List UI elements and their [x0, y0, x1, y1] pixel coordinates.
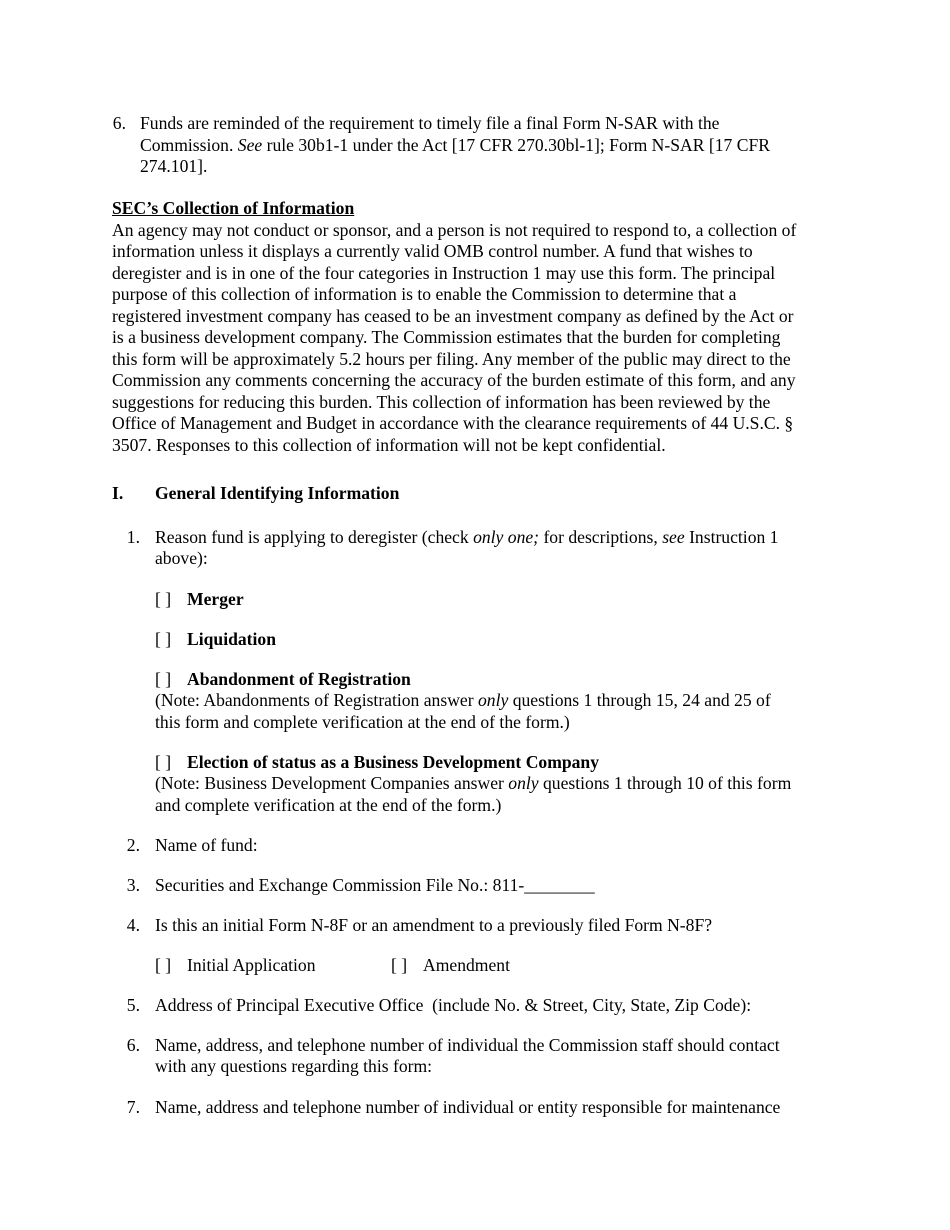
instruction-number: 6.	[112, 113, 126, 133]
question-5-text: Address of Principal Executive Office (include No. & Street, City, State, Zip Code):	[155, 995, 752, 1015]
collection-line: deregister and is in one of the four categories in Instruction 1 may use this form. The principal	[112, 263, 776, 283]
question-1-text-cont: above):	[155, 548, 208, 568]
bdc-note: (Note: Business Development Companies answer only questions 1 through 10 of this form	[155, 773, 792, 793]
bdc-label: Election of status as a Business Development Company	[187, 752, 600, 772]
collection-line: Commission any comments concerning the accuracy of the burden estimate of this form, and any	[112, 370, 796, 390]
collection-line: suggestions for reducing this burden. This collection of information has been reviewed by the	[112, 392, 771, 412]
question-number: 1.	[126, 527, 140, 547]
initial-application-label: Initial Application	[187, 955, 316, 975]
liquidation-checkbox[interactable]: [ ]	[155, 629, 172, 649]
abandonment-note: (Note: Abandonments of Registration answer only questions 1 through 15, 24 and 25 of	[155, 690, 771, 710]
instruction-6-line: Commission. See rule 30b1-1 under the Act [17 CFR 270.30bl-1]; Form N-SAR [17 CFR	[140, 135, 770, 155]
collection-line: Office of Management and Budget in accordance with the clearance requirements of 44 U.S.C. §	[112, 413, 794, 433]
amendment-label: Amendment	[423, 955, 510, 975]
section-numeral: I.	[112, 483, 124, 503]
question-number: 6.	[126, 1035, 140, 1055]
section-title: General Identifying Information	[155, 483, 400, 503]
collection-line: 3507. Responses to this collection of information will not be kept confidential.	[112, 435, 666, 455]
question-1-text: Reason fund is applying to deregister (check only one; for descriptions, see Instruction 1	[155, 527, 779, 547]
abandonment-checkbox[interactable]: [ ]	[155, 669, 172, 689]
initial-application-checkbox[interactable]: [ ]	[155, 955, 172, 975]
collection-line: registered investment company has ceased to be an investment company as defined by the Act or	[112, 306, 794, 326]
question-6-text: Name, address, and telephone number of individual the Commission staff should contact	[155, 1035, 780, 1055]
bdc-note-cont: and complete verification at the end of the form.)	[155, 795, 502, 815]
collection-line: An agency may not conduct or sponsor, and a person is not required to respond to, a collection of	[112, 220, 797, 240]
instruction-6-line: Funds are reminded of the requirement to timely file a final Form N-SAR with the	[140, 113, 720, 133]
abandonment-label: Abandonment of Registration	[187, 669, 411, 689]
question-number: 2.	[126, 835, 140, 855]
question-2-text: Name of fund:	[155, 835, 258, 855]
collection-line: this form will be approximately 5.2 hours per filing. Any member of the public may direct to the	[112, 349, 791, 369]
question-6-text-cont: with any questions regarding this form:	[155, 1056, 433, 1076]
instruction-6-line: 274.101].	[140, 156, 208, 176]
collection-line: is a business development company. The Commission estimates that the burden for completing	[112, 327, 781, 347]
question-number: 7.	[126, 1097, 140, 1117]
question-3-text: Securities and Exchange Commission File No.: 811-________	[155, 875, 595, 895]
question-number: 5.	[126, 995, 140, 1015]
question-4-text: Is this an initial Form N-8F or an amendment to a previously filed Form N-8F?	[155, 915, 713, 935]
amendment-checkbox[interactable]: [ ]	[391, 955, 408, 975]
bdc-checkbox[interactable]: [ ]	[155, 752, 172, 772]
question-number: 3.	[126, 875, 140, 895]
collection-line: information unless it displays a currently valid OMB control number. A fund that wishes to	[112, 241, 753, 261]
collection-line: purpose of this collection of information is to enable the Commission to determine that a	[112, 284, 737, 304]
merger-label: Merger	[187, 589, 244, 609]
abandonment-note-cont: this form and complete verification at the end of the form.)	[155, 712, 570, 732]
liquidation-label: Liquidation	[187, 629, 276, 649]
merger-checkbox[interactable]: [ ]	[155, 589, 172, 609]
question-number: 4.	[126, 915, 140, 935]
question-7-text: Name, address and telephone number of individual or entity responsible for maintenance	[155, 1097, 781, 1117]
collection-heading: SEC’s Collection of Information	[112, 198, 355, 218]
